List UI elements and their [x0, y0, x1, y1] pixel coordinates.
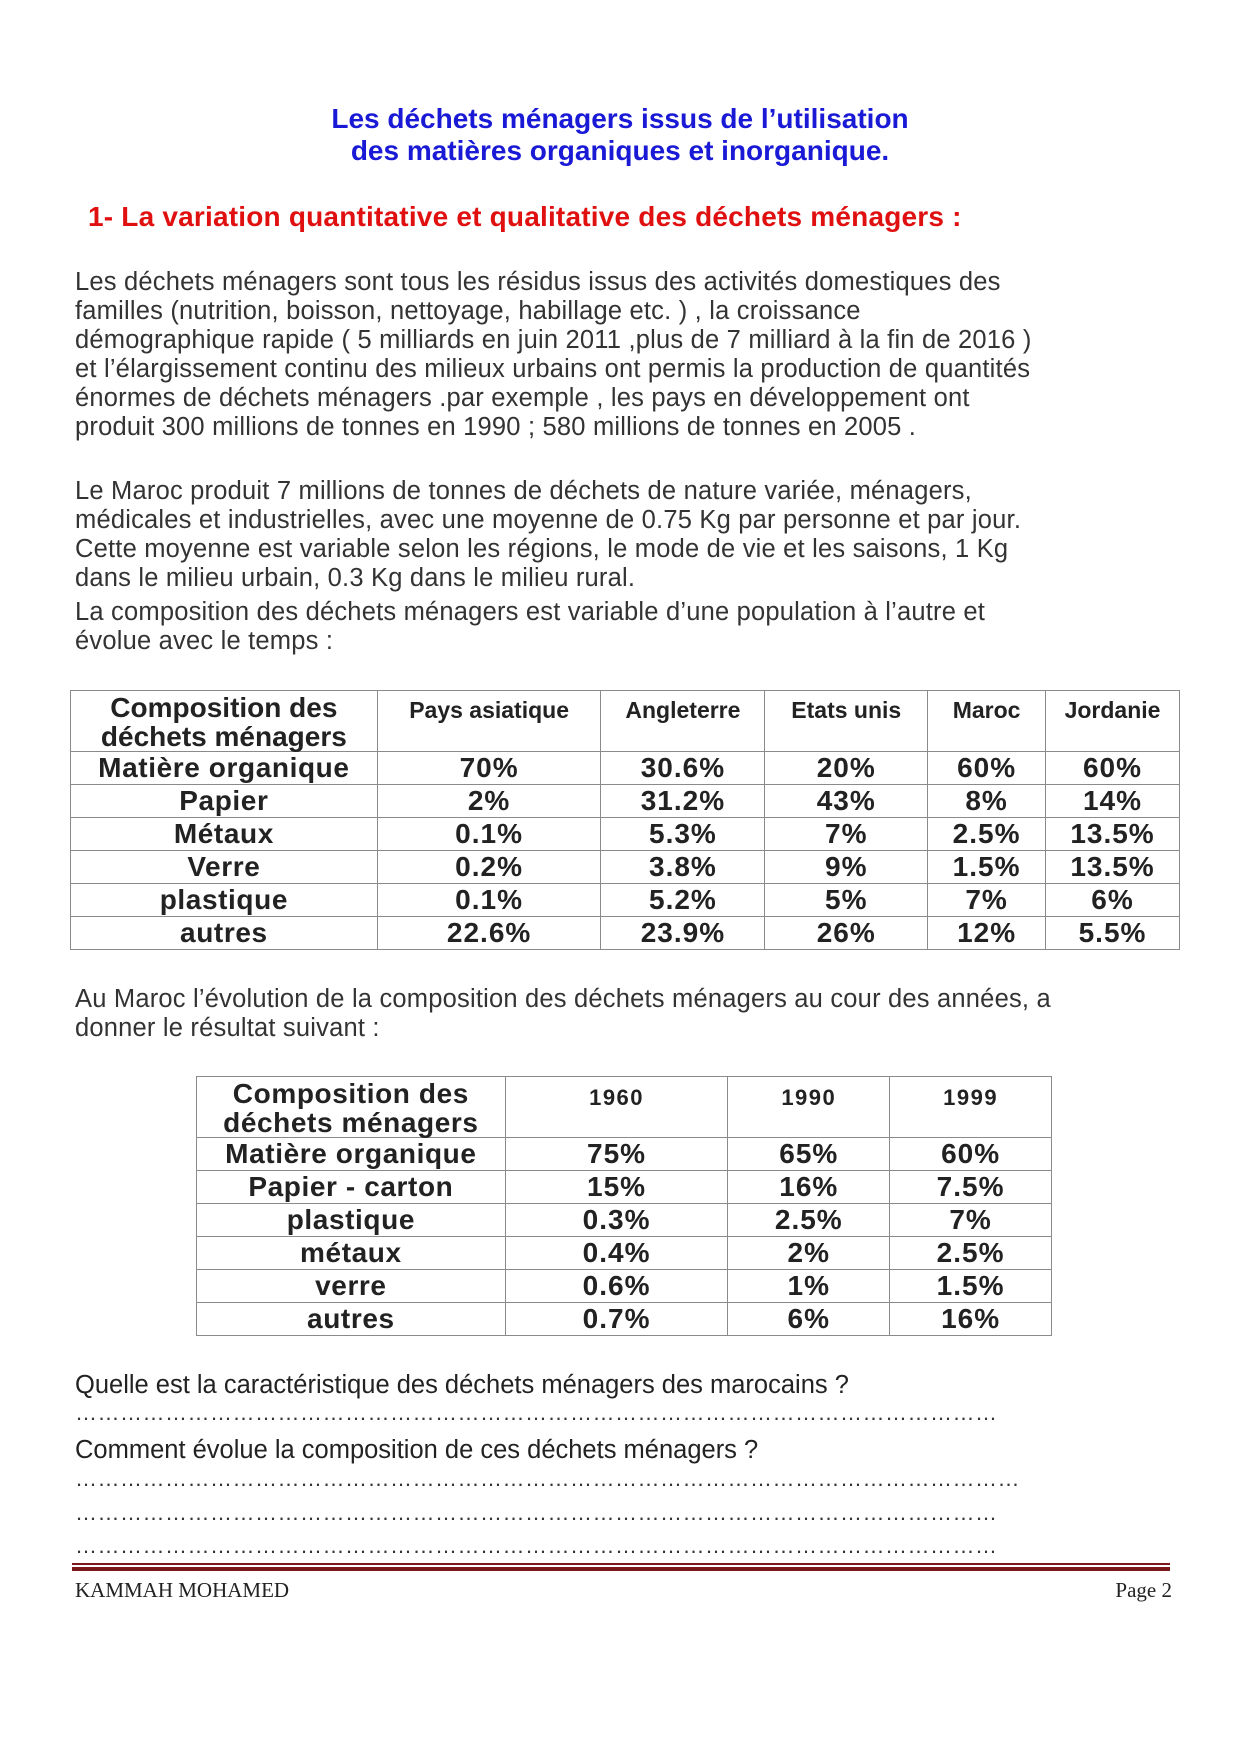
table-row — [197, 1237, 1052, 1270]
paragraph-line: dans le milieu urbain, 0.3 Kg dans le milieu rural. — [75, 564, 636, 592]
table-cell: 9% — [765, 851, 928, 884]
document-title-line-2: des matières organiques et inorganique. — [350, 135, 890, 166]
footer-page-number: Page 2 — [1115, 1578, 1172, 1602]
table-cell: 5.5% — [1046, 917, 1180, 950]
table-cell: 0.7% — [505, 1303, 728, 1336]
table-row — [197, 1138, 1052, 1171]
table-cell: 20% — [765, 752, 928, 785]
table-cell: 23.9% — [601, 917, 765, 950]
table-cell: 1% — [728, 1270, 890, 1303]
table-cell: Matière organique — [197, 1138, 506, 1171]
table-cell: plastique — [71, 884, 378, 917]
table-header-cell: Pays asiatique — [377, 691, 601, 752]
table-header-cell: Maroc — [928, 691, 1046, 752]
table-cell: 8% — [928, 785, 1046, 818]
table-cell: 31.2% — [601, 785, 765, 818]
paragraph-evolution — [75, 985, 1175, 1043]
table-cell: 7.5% — [890, 1171, 1052, 1204]
paragraph-line: démographique rapide ( 5 milliards en juin 2011 ,plus de 7 milliard à la fin de 2016 ) — [75, 326, 1032, 354]
table-cell: 0.3% — [505, 1204, 728, 1237]
table-cell: 30.6% — [601, 752, 765, 785]
answer-line[interactable]: …………………………………………………………………………………………………………… — [75, 1500, 998, 1525]
table-cell: Métaux — [71, 818, 378, 851]
table-row — [197, 1204, 1052, 1237]
table-cell: 12% — [928, 917, 1046, 950]
table-cell: 3.8% — [601, 851, 765, 884]
paragraph-composition — [75, 598, 1175, 656]
table-header-cell: Angleterre — [601, 691, 765, 752]
paragraph-line: donner le résultat suivant : — [75, 1014, 380, 1042]
answer-line[interactable]: ……………………………………………………………………………………………………………… — [75, 1466, 1020, 1491]
table-cell: 2.5% — [728, 1204, 890, 1237]
table-cell: autres — [197, 1303, 506, 1336]
table-cell: Verre — [71, 851, 378, 884]
table-cell: métaux — [197, 1237, 506, 1270]
table-header-cell: 1960 — [505, 1077, 728, 1138]
table-header-row — [71, 691, 1180, 752]
table-row — [197, 1270, 1052, 1303]
table-header-cell: 1999 — [890, 1077, 1052, 1138]
table-cell: 75% — [505, 1138, 728, 1171]
table-cell: 2.5% — [928, 818, 1046, 851]
table-cell: 13.5% — [1046, 818, 1180, 851]
table-cell: 65% — [728, 1138, 890, 1171]
table-cell: 7% — [765, 818, 928, 851]
table-cell: 2% — [728, 1237, 890, 1270]
table-row — [71, 851, 1180, 884]
paragraph-line: Les déchets ménagers sont tous les résidus issus des activités domestiques des — [75, 268, 1001, 296]
table-cell: verre — [197, 1270, 506, 1303]
table-cell: Matière organique — [71, 752, 378, 785]
paragraph-line: et l’élargissement continu des milieux urbains ont permis la production de quantités — [75, 355, 1031, 383]
section-heading: 1- La variation quantitative et qualitative des déchets ménagers : — [88, 201, 962, 232]
table-row — [71, 785, 1180, 818]
paragraph-line: Au Maroc l’évolution de la composition des déchets ménagers au cour des années, a — [75, 985, 1051, 1013]
table-cell: 0.1% — [377, 884, 601, 917]
table-row — [197, 1303, 1052, 1336]
question-1: Quelle est la caractéristique des déchets ménagers des marocains ? — [75, 1371, 849, 1399]
table-cell: 13.5% — [1046, 851, 1180, 884]
table-cell: 6% — [728, 1303, 890, 1336]
paragraph-line: Le Maroc produit 7 millions de tonnes de déchets de nature variée, ménagers, — [75, 477, 972, 505]
table-cell: 0.2% — [377, 851, 601, 884]
composition-by-country-table — [70, 690, 1180, 950]
paragraph-intro — [75, 268, 1175, 442]
table-cell: 14% — [1046, 785, 1180, 818]
table-cell: 16% — [890, 1303, 1052, 1336]
table-header-cell: Jordanie — [1046, 691, 1180, 752]
table-header-cell: 1990 — [728, 1077, 890, 1138]
table-cell: 26% — [765, 917, 928, 950]
table-cell: 2.5% — [890, 1237, 1052, 1270]
table-cell: 70% — [377, 752, 601, 785]
table-cell: 60% — [1046, 752, 1180, 785]
table-cell: 0.1% — [377, 818, 601, 851]
table-cell: 1.5% — [928, 851, 1046, 884]
table-cell: Papier - carton — [197, 1171, 506, 1204]
question-2: Comment évolue la composition de ces déchets ménagers ? — [75, 1436, 759, 1464]
footer-divider — [72, 1563, 1170, 1565]
table-cell: 22.6% — [377, 917, 601, 950]
table-header-cell: Composition des déchets ménagers — [71, 691, 378, 752]
table-cell: 1.5% — [890, 1270, 1052, 1303]
paragraph-line: La composition des déchets ménagers est variable d’une population à l’autre et — [75, 598, 986, 626]
paragraph-line: médicales et industrielles, avec une moyenne de 0.75 Kg par personne et par jour. — [75, 506, 1022, 534]
table-cell: 6% — [1046, 884, 1180, 917]
table-cell: 0.6% — [505, 1270, 728, 1303]
paragraph-moyenne — [75, 535, 1175, 593]
footer-author: KAMMAH MOHAMED — [75, 1578, 290, 1602]
table-header-cell: Etats unis — [765, 691, 928, 752]
table-cell: 0.4% — [505, 1237, 728, 1270]
document-title-line-1: Les déchets ménagers issus de l’utilisation — [331, 103, 909, 134]
table-cell: 60% — [928, 752, 1046, 785]
table-cell: plastique — [197, 1204, 506, 1237]
table-cell: 5.2% — [601, 884, 765, 917]
table-header-row — [197, 1077, 1052, 1138]
table-row — [197, 1171, 1052, 1204]
table-cell: 16% — [728, 1171, 890, 1204]
paragraph-line: Cette moyenne est variable selon les régions, le mode de vie et les saisons, 1 Kg — [75, 535, 1009, 563]
table-row — [71, 884, 1180, 917]
paragraph-line: énormes de déchets ménagers .par exemple , les pays en développement ont — [75, 384, 970, 412]
footer-divider — [72, 1567, 1170, 1571]
table-cell: 5% — [765, 884, 928, 917]
paragraph-line: produit 300 millions de tonnes en 1990 ; 580 millions de tonnes en 2005 . — [75, 413, 917, 441]
table-row — [71, 818, 1180, 851]
table-cell: 43% — [765, 785, 928, 818]
paragraph-maroc — [75, 477, 1175, 535]
answer-line[interactable]: …………………………………………………………………………………………………………… — [75, 1400, 998, 1425]
table-cell: 5.3% — [601, 818, 765, 851]
table-row — [71, 752, 1180, 785]
table-cell: 15% — [505, 1171, 728, 1204]
table-cell: 7% — [928, 884, 1046, 917]
table-header-cell: Composition des déchets ménagers — [197, 1077, 506, 1138]
table-cell: 60% — [890, 1138, 1052, 1171]
paragraph-line: familles (nutrition, boisson, nettoyage, habillage etc. ) , la croissance — [75, 297, 861, 325]
table-cell: autres — [71, 917, 378, 950]
table-cell: 2% — [377, 785, 601, 818]
composition-evolution-table — [196, 1076, 1052, 1336]
table-cell: 7% — [890, 1204, 1052, 1237]
table-cell: Papier — [71, 785, 378, 818]
table-row — [71, 917, 1180, 950]
paragraph-line: évolue avec le temps : — [75, 627, 334, 655]
answer-line[interactable]: …………………………………………………………………………………………………………… — [75, 1533, 998, 1558]
